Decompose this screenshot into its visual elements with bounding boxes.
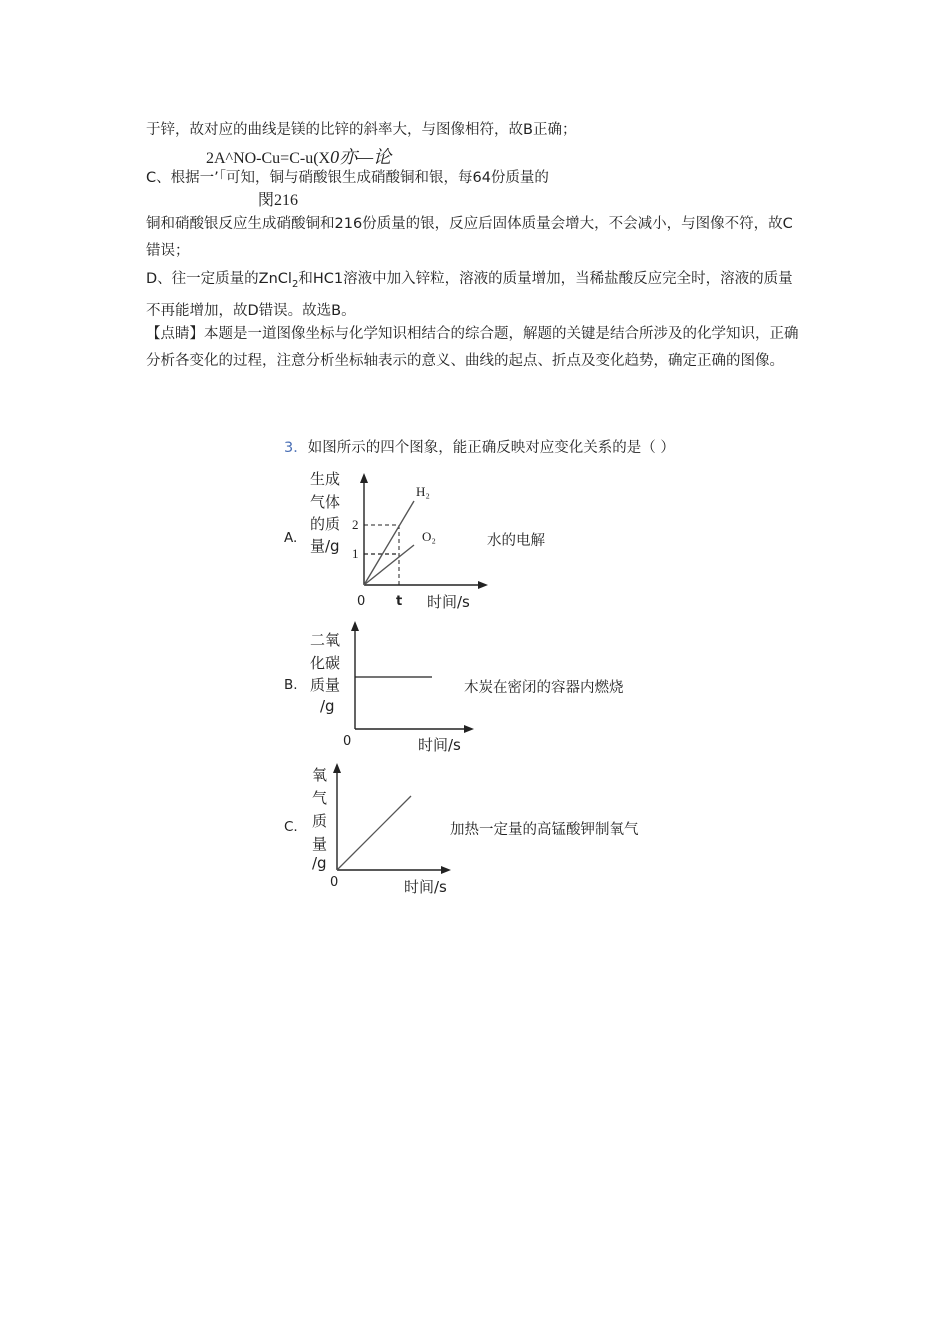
graph-a-t-label: t — [396, 594, 403, 609]
graph-a-h2-label: H₂ — [416, 484, 430, 499]
graph-c-ylabel-3: 质 — [312, 812, 328, 830]
option-b-description: 木炭在密闭的容器内燃烧 — [464, 680, 624, 696]
solution-comment: 【点睛】本题是一道图像坐标与化学知识相结合的综合题，解题的关键是结合所涉及的化学知识，正确分析各变化的过程，注意分析坐标轴表示的意义、曲线的起点、折点及变化趋势，确定正确的图像。 — [146, 326, 799, 369]
graph-c-ylabel-1: 氧 — [312, 766, 328, 784]
graph-a-x-arrow — [478, 581, 488, 589]
solution-line-c: C、根据一’「可知，铜与硝酸银生成硝酸铜和银，每64份质量的 — [146, 170, 549, 186]
graph-b-origin: 0 — [343, 734, 352, 749]
graph-a-h2-line — [364, 501, 414, 585]
graph-charcoal-combustion — [306, 615, 506, 755]
graph-b-y-arrow — [351, 621, 359, 631]
option-c-description: 加热一定量的高锰酸钾制氧气 — [450, 822, 639, 838]
graph-c-x-arrow — [441, 866, 451, 874]
graph-b-x-arrow — [464, 725, 474, 733]
graph-c-ylabel-5: /g — [312, 854, 327, 872]
graph-b-xlabel: 时间/s — [418, 736, 461, 754]
graph-c-ylabel-4: 量 — [312, 835, 328, 853]
graph-a-tick-1: 1 — [352, 546, 359, 561]
graph-a-tick-2: 2 — [352, 517, 359, 532]
solution-line-b: 于锌，故对应的曲线是镁的比锌的斜率大，与图像相符，故B正确； — [146, 122, 577, 138]
question-text: 如图所示的四个图象，能正确反映对应变化关系的是（ ） — [307, 440, 675, 456]
equation-text: 2A^NO-Cu=C-u(X — [206, 150, 331, 167]
graph-a-y-arrow — [360, 473, 368, 483]
option-b-letter: B. — [284, 677, 298, 693]
graph-b-ylabel-2: 化碳 — [310, 654, 341, 672]
graph-c-xlabel: 时间/s — [404, 878, 447, 896]
graph-a-xlabel: 时间/s — [427, 593, 470, 611]
graph-potassium-permanganate — [306, 758, 506, 898]
graph-b-ylabel-3: 质量 — [310, 676, 341, 694]
line-d-subscript: 2 — [291, 278, 299, 290]
graph-c-origin: 0 — [330, 875, 339, 890]
question-number: 3． — [284, 440, 308, 456]
graph-a-ylabel-1: 生成 — [310, 470, 341, 488]
line-d-pre: D、往一定质量的ZnCl — [146, 271, 292, 287]
solution-line-c2: 铜和硝酸银反应生成硝酸铜和216份质量的银，反应后固体质量会增大，不会减小，与图像不符，故C错误； — [146, 216, 793, 259]
option-a-letter: A. — [284, 530, 298, 546]
graph-b-ylabel-1: 二氧 — [310, 631, 341, 649]
question-stem — [284, 436, 675, 457]
graph-a-ylabel-4: 量/g — [310, 537, 340, 555]
graph-c-y-arrow — [333, 763, 341, 773]
graph-a-ylabel-2: 气体 — [310, 493, 341, 511]
graph-a-o2-label: O₂ — [422, 529, 436, 544]
graph-a-o2-line — [364, 545, 414, 585]
solution-line-d — [146, 266, 806, 325]
graph-c-ylabel-2: 气 — [312, 789, 328, 807]
graph-a-ylabel-3: 的质 — [310, 515, 341, 533]
line-d-post: 和HC1溶液中加入锌粒，溶液的质量增加，当稀盐酸反应完全时，溶液的质量不再能增加，故D错误。故选B。 — [146, 271, 793, 319]
graph-a-origin: 0 — [357, 594, 366, 609]
equation-italic-text: 0亦—论 — [330, 147, 392, 167]
graph-water-electrolysis — [306, 465, 506, 615]
equation-mass-label: 閔216 — [258, 192, 299, 209]
option-a-description: 水的电解 — [487, 533, 545, 549]
option-c-letter: C. — [284, 819, 298, 835]
graph-b-ylabel-4: /g — [320, 697, 335, 715]
graph-c-rising-line — [337, 796, 411, 870]
